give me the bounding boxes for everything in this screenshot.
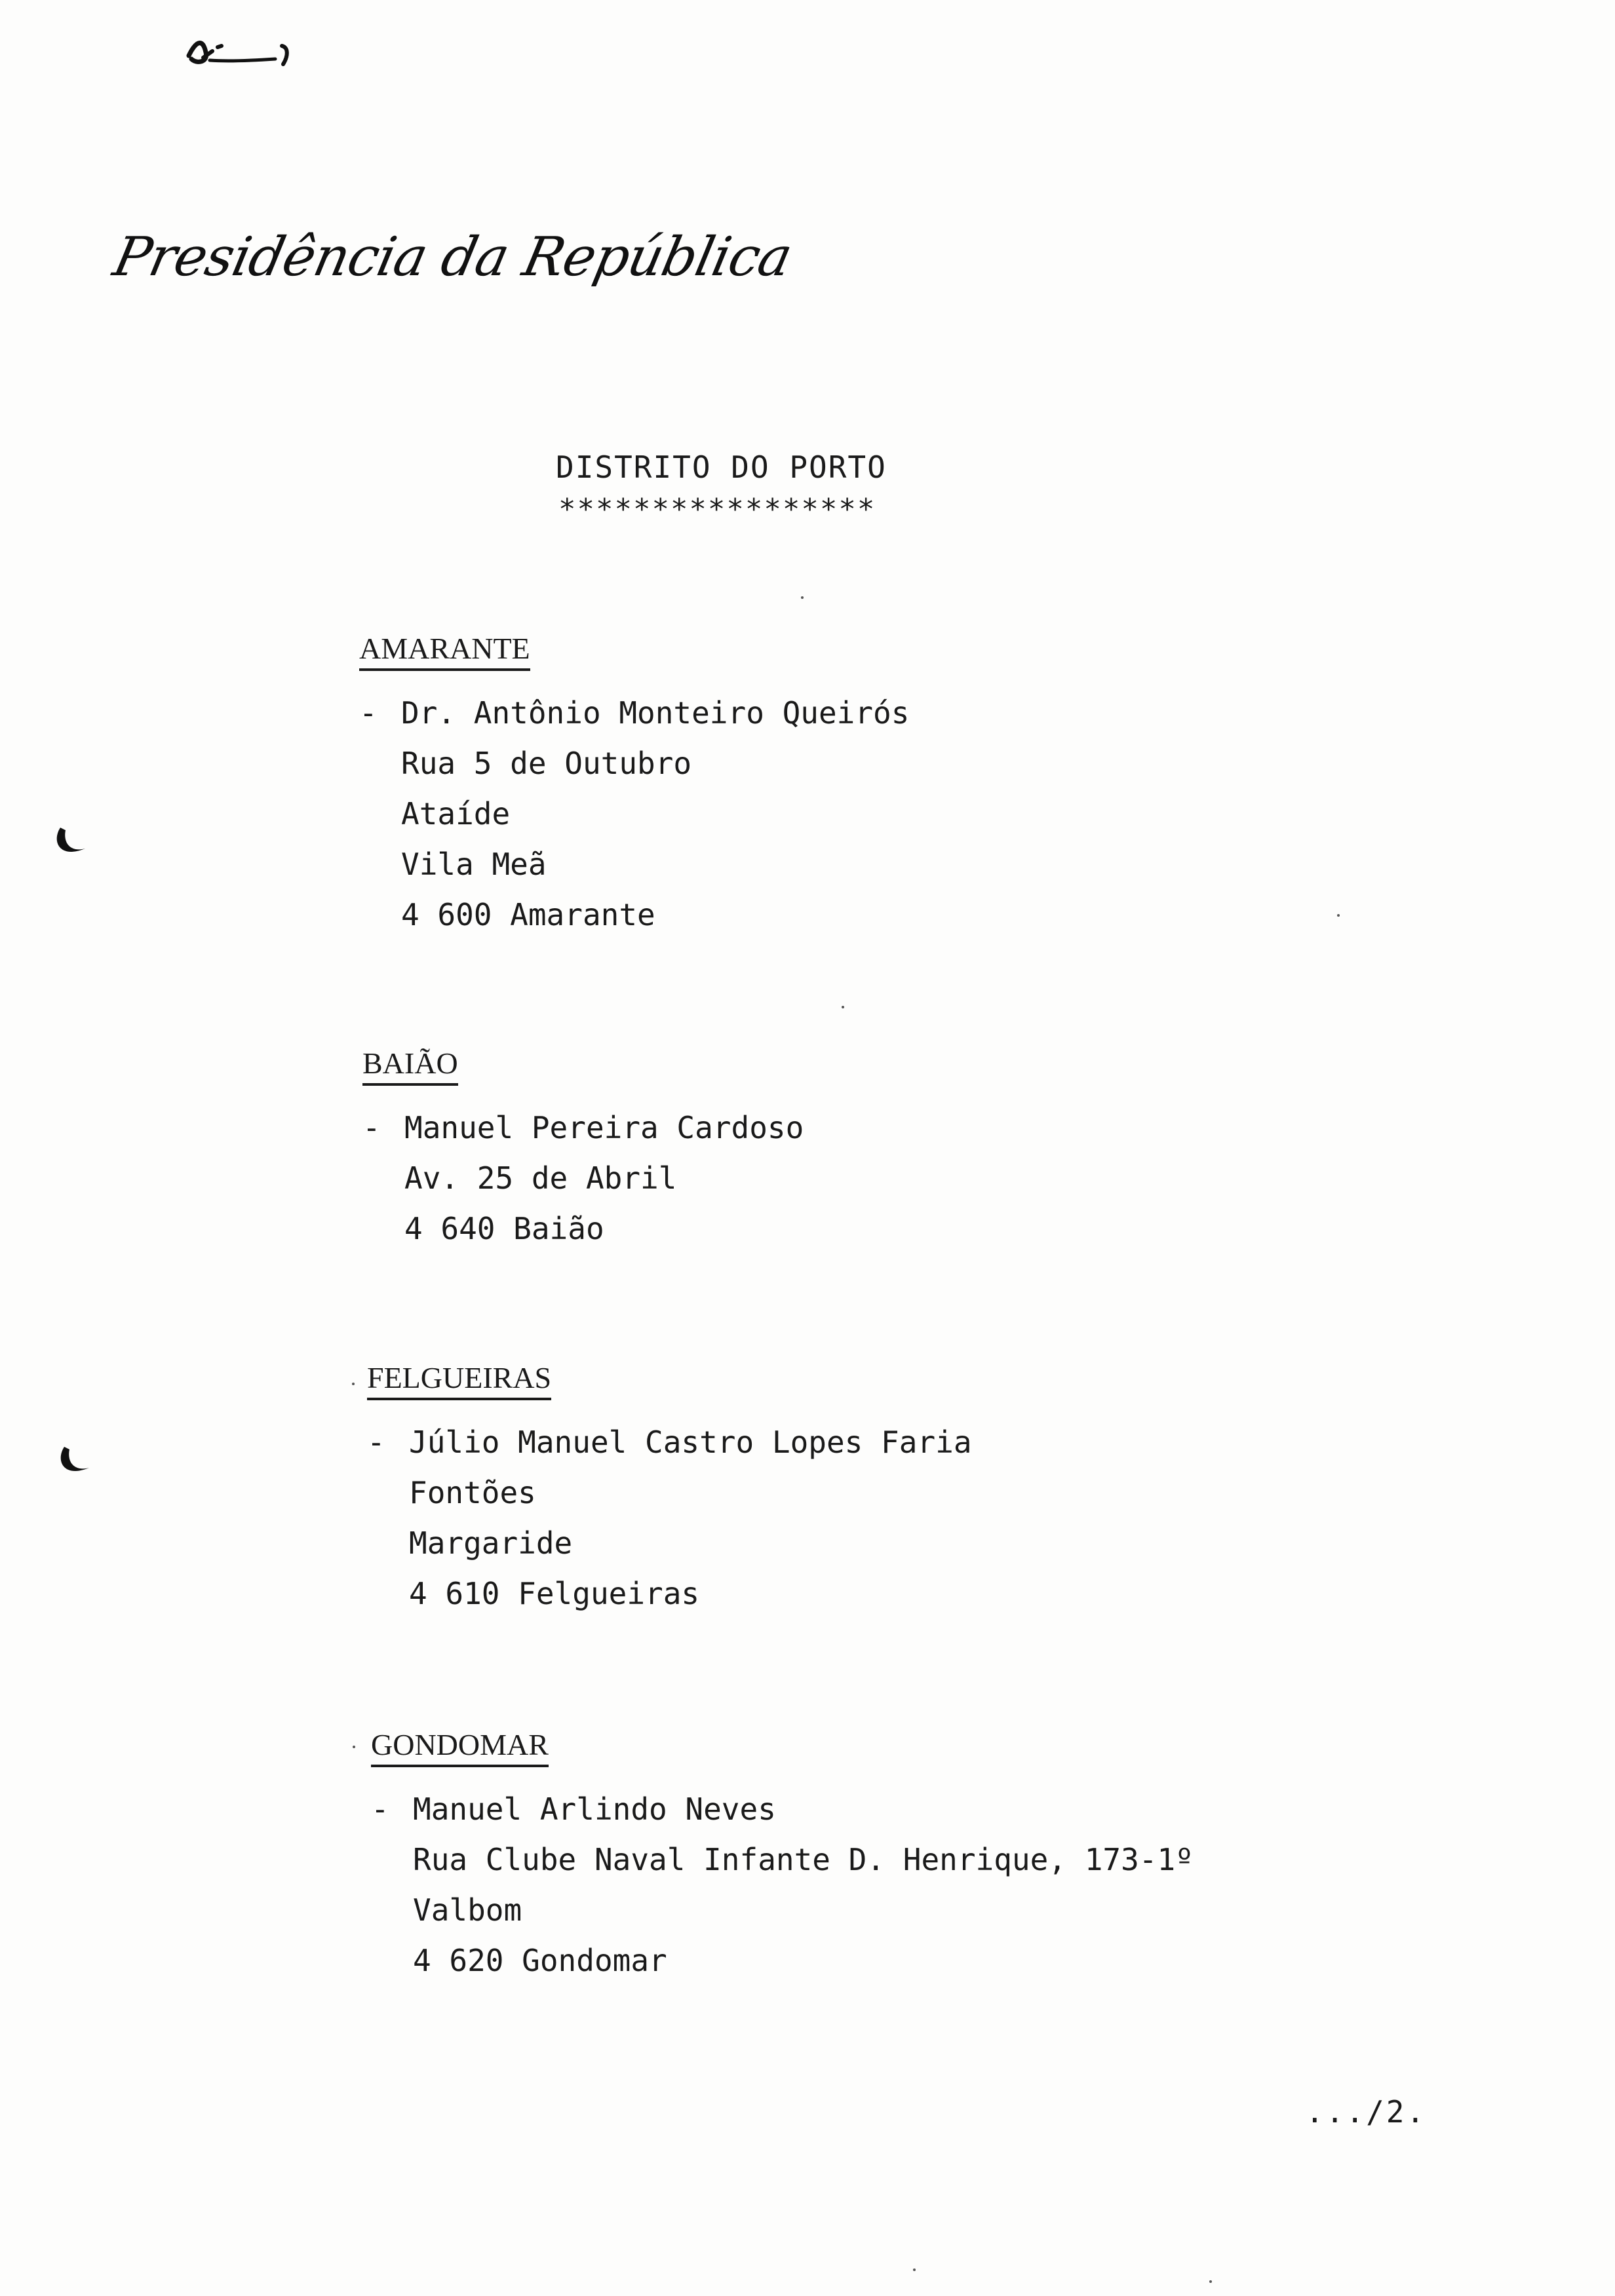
entry-name-line (362, 1103, 804, 1153)
handwritten-mark (184, 26, 295, 72)
list-dash: - (367, 1424, 385, 1460)
entry-name-line (359, 688, 909, 738)
section-title: BAIÃO (362, 1047, 458, 1086)
scan-speck (353, 1746, 355, 1748)
entry-name-line (367, 1417, 972, 1468)
section-gondomar (371, 1729, 1194, 1986)
scan-speck (1337, 914, 1340, 917)
address-line: 4 620 Gondomar (413, 1942, 667, 1978)
punch-hole-mark (51, 822, 90, 862)
entry-name: Dr. Antônio Monteiro Queirós (401, 695, 910, 731)
address-line: 4 640 Baião (404, 1210, 604, 1246)
section-baiao (362, 1047, 804, 1254)
address-entry (371, 1784, 1194, 1986)
page-continuation: .../2. (1306, 2094, 1427, 2130)
section-felgueiras (367, 1362, 972, 1619)
letterhead: Presidência da República (107, 226, 798, 288)
address-line: 4 610 Felgueiras (409, 1575, 700, 1611)
section-title: FELGUEIRAS (367, 1362, 551, 1400)
scan-speck (913, 2268, 916, 2271)
list-dash: - (359, 695, 378, 731)
list-dash: - (362, 1109, 381, 1145)
address-line: Fontões (409, 1474, 536, 1510)
address-line: Rua 5 de Outubro (401, 745, 692, 781)
address-line: Rua Clube Naval Infante D. Henrique, 173-1º (413, 1841, 1194, 1877)
scan-speck (842, 1006, 844, 1008)
address-entry (367, 1417, 972, 1619)
address-line: Av. 25 de Abril (404, 1160, 677, 1196)
address-line: Valbom (413, 1892, 522, 1928)
entry-name: Júlio Manuel Castro Lopes Faria (409, 1424, 972, 1460)
address-line: Vila Meã (401, 846, 547, 882)
entry-name: Manuel Arlindo Neves (413, 1791, 776, 1827)
document-heading: DISTRITO DO PORTO (556, 450, 887, 485)
list-dash: - (371, 1791, 389, 1827)
section-title: AMARANTE (359, 632, 530, 671)
scan-speck (352, 1383, 355, 1385)
heading-underline-stars: ***************** (558, 493, 876, 526)
scan-speck (1209, 2280, 1212, 2283)
address-entry (362, 1103, 804, 1254)
address-line: 4 600 Amarante (401, 896, 655, 932)
section-title: GONDOMAR (371, 1729, 549, 1767)
address-line: Ataíde (401, 795, 511, 832)
address-entry (359, 688, 909, 940)
scan-speck (801, 596, 804, 599)
address-line: Margaride (409, 1525, 573, 1561)
entry-name-line (371, 1784, 1194, 1835)
entry-name: Manuel Pereira Cardoso (404, 1109, 804, 1145)
punch-hole-mark (55, 1442, 94, 1481)
section-amarante (359, 632, 909, 940)
